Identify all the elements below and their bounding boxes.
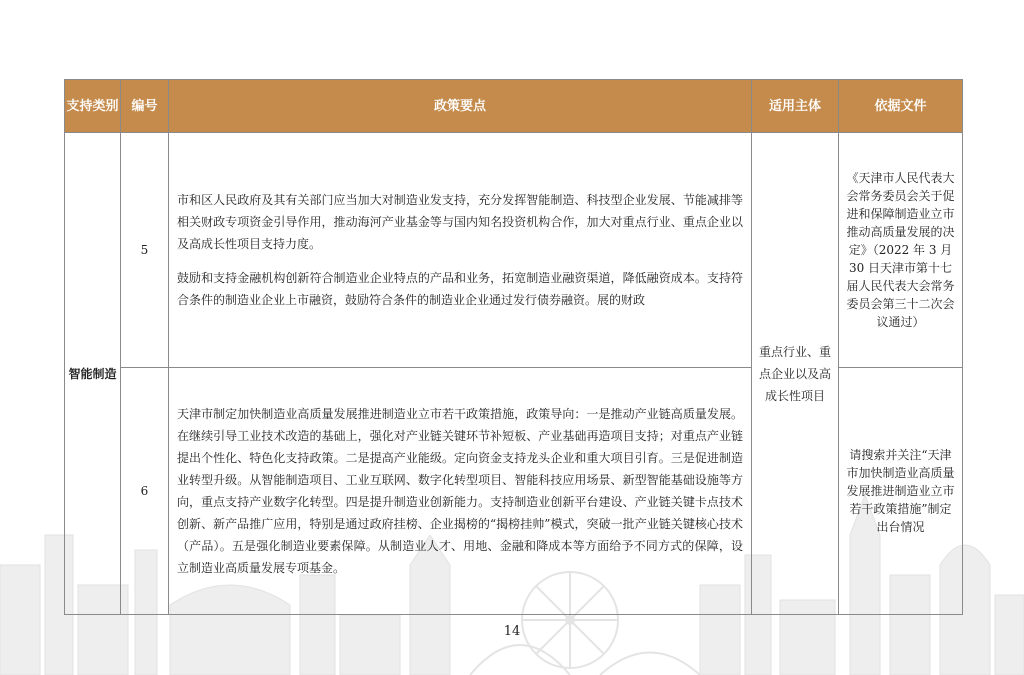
policy-paragraph: 市和区人民政府及其有关部门应当加大对制造业发支持，充分发挥智能制造、科技型企业发展、节能减排等相关财政专项资金引导作用，推动海河产业基金等与国内知名投资机构合作，加大对重点行业、重点企业以及高成长性项目支持力度。: [177, 193, 743, 251]
category-cell: 智能制造: [65, 133, 121, 615]
policy-points-cell: [169, 133, 752, 368]
applicable-subject-cell: 重点行业、重点企业以及高成长性项目: [752, 133, 839, 615]
page-number: 14: [503, 624, 521, 639]
policy-table: [64, 79, 963, 615]
basis-document-cell: 请搜索并关注“天津市加快制造业高质量发展推进制造业立市若干政策措施”制定出台情况: [839, 368, 963, 615]
header-applicable-subject: 适用主体: [752, 80, 839, 133]
row-number: 6: [121, 368, 169, 615]
policy-paragraph: 天津市制定加快制造业高质量发展推进制造业立市若干政策措施，政策导向：一是推动产业链高质量发展。在继续引导工业技术改造的基础上，强化对产业链关键环节补短板、产业基础再造项目支持；对重点产业链提出个性化、特色化支持政策。二是提高产业能级。定向资金支持龙头企业和重大项目引育。三是促进制造业转型升级。从智能制造项目、工业互联网、数字化转型项目、智能科技应用场景、新型智能基础设施等方向，重点支持产业数字化转型。四是提升制造业创新能力。支持制造业创新平台建设、产业链关键卡点技术创新、新产品推广应用，特别是通过政府挂榜、企业揭榜的“揭榜挂帅”模式，突破一批产业链关键核心技术（产品）。五是强化制造业要素保障。从制造业人才、用地、金融和降成本等方面给予不同方式的保障，设立制造业高质量发展专项基金。: [177, 407, 743, 575]
header-policy-points: 政策要点: [169, 80, 752, 133]
row-number: 5: [121, 133, 169, 368]
header-basis-document: 依据文件: [839, 80, 963, 133]
policy-paragraph: 鼓励和支持金融机构创新符合制造业企业特点的产品和业务，拓宽制造业融资渠道，降低融资成本。支持符合条件的制造业企业上市融资，鼓励符合条件的制造业企业通过发行债券融资。展的财政: [177, 271, 743, 307]
table-row: [65, 133, 963, 368]
header-number: 编号: [121, 80, 169, 133]
basis-document-cell: 《天津市人民代表大会常务委员会关于促进和保障制造业立市推动高质量发展的决定》（2022 年 3 月 30 日天津市第十七届人民代表大会常务委员会第三十二次会议通过）: [839, 133, 963, 368]
table-header-row: [65, 80, 963, 133]
header-category: 支持类别: [65, 80, 121, 133]
policy-points-cell: [169, 368, 752, 615]
